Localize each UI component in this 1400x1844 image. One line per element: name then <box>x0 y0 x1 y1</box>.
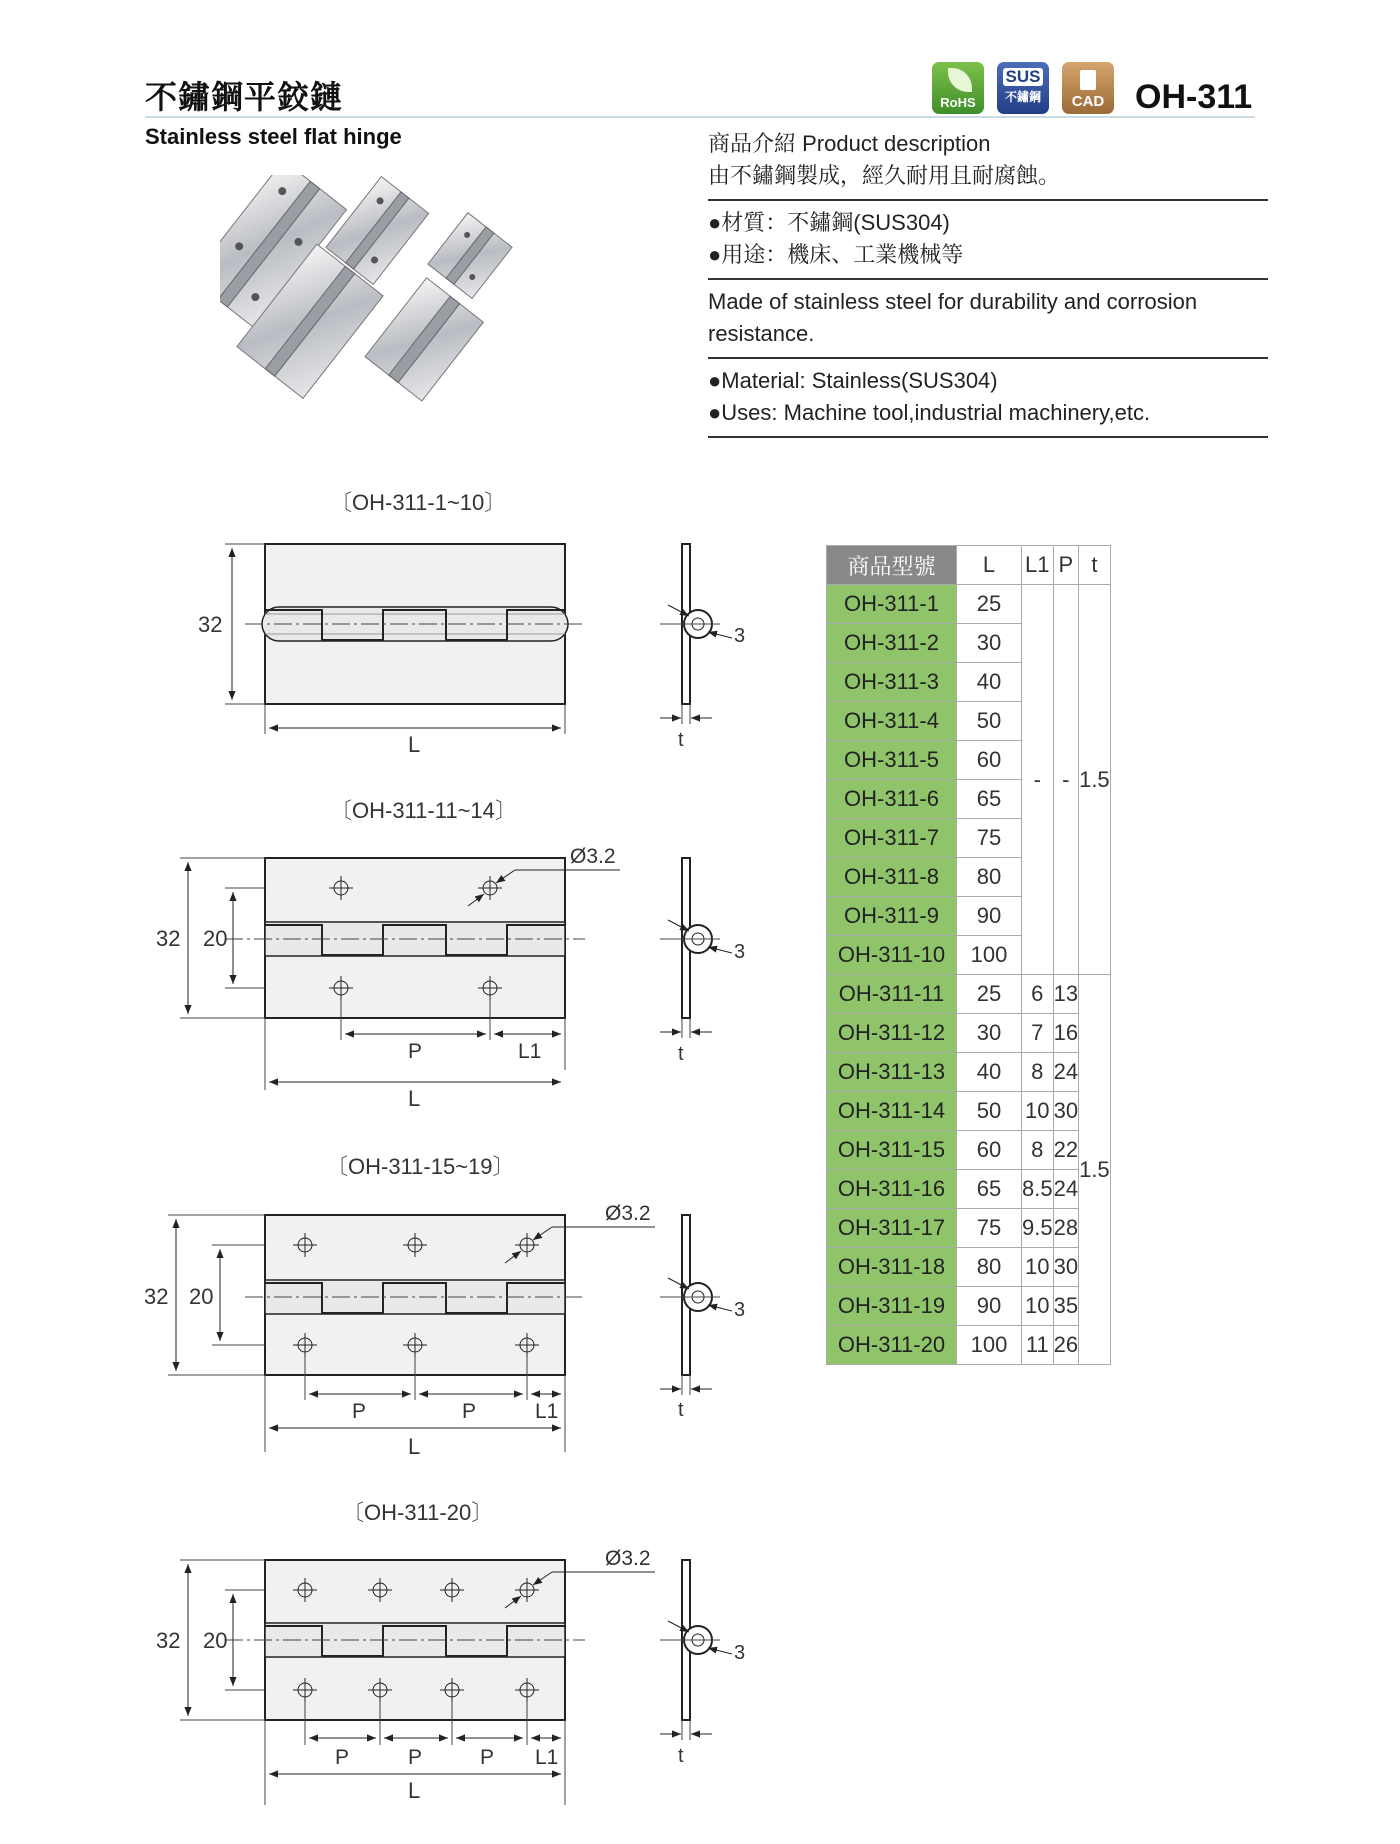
dim-hole-spacing: 20 <box>189 1284 214 1309</box>
cell-P: 30 <box>1053 1092 1078 1131</box>
cell-L: 75 <box>957 1209 1022 1248</box>
dim-hole-diameter: Ø3.2 <box>570 845 616 868</box>
description-en-specs <box>708 359 1268 438</box>
table-row <box>827 1053 1111 1092</box>
dim-length: L <box>408 732 421 757</box>
dim-thickness: t <box>678 729 684 751</box>
drawing-oh-311-15-19 <box>144 1154 745 1459</box>
dim-pitch: P <box>462 1400 477 1423</box>
dim-height: 32 <box>156 926 181 951</box>
description-zh-specs <box>708 201 1268 280</box>
table-row <box>827 1170 1111 1209</box>
cell-L: 50 <box>957 702 1022 741</box>
cell-L: 30 <box>957 1014 1022 1053</box>
cell-L: 100 <box>957 936 1022 975</box>
dim-thickness: t <box>678 1043 684 1065</box>
dim-hole-diameter: Ø3.2 <box>605 1202 651 1225</box>
dim-height: 32 <box>198 612 223 637</box>
cell-model: OH-311-10 <box>827 936 957 975</box>
cell-L1: 10 <box>1022 1248 1054 1287</box>
cell-model: OH-311-14 <box>827 1092 957 1131</box>
drawing-caption: 〔OH-311-11~14〕 <box>330 798 517 823</box>
cell-model: OH-311-8 <box>827 858 957 897</box>
dim-pitch: P <box>352 1400 367 1423</box>
side-view <box>660 544 745 751</box>
dim-hole-diameter: Ø3.2 <box>605 1547 651 1570</box>
cell-L: 30 <box>957 624 1022 663</box>
description-heading: 商品介紹 Product description <box>708 131 991 156</box>
cad-badge-icon[interactable]: CAD <box>1062 62 1114 114</box>
cell-L1: 8 <box>1022 1053 1054 1092</box>
dim-knuckle: 3 <box>734 941 746 963</box>
dim-edge: L1 <box>535 1746 559 1769</box>
cell-model: OH-311-11 <box>827 975 957 1014</box>
cell-L: 25 <box>957 975 1022 1014</box>
header-P: P <box>1053 546 1078 585</box>
technical-drawings <box>0 470 800 1844</box>
dim-knuckle: 3 <box>734 1299 746 1321</box>
cell-P: - <box>1053 585 1078 975</box>
dim-edge: L1 <box>518 1040 542 1063</box>
cell-L: 25 <box>957 585 1022 624</box>
side-view <box>660 858 745 1065</box>
cell-P: 28 <box>1053 1209 1078 1248</box>
hinge-small <box>428 213 512 299</box>
drawing-oh-311-20 <box>156 1500 745 1805</box>
cell-L: 60 <box>957 741 1022 780</box>
sus-badge-icon: SUS 不鏽鋼 <box>997 62 1049 114</box>
cell-model: OH-311-3 <box>827 663 957 702</box>
cell-L: 90 <box>957 1287 1022 1326</box>
drawing-caption: 〔OH-311-15~19〕 <box>326 1154 515 1179</box>
cell-L1: 7 <box>1022 1014 1054 1053</box>
cell-model: OH-311-20 <box>827 1326 957 1365</box>
cell-L: 60 <box>957 1131 1022 1170</box>
dim-length: L <box>408 1086 421 1111</box>
cell-model: OH-311-19 <box>827 1287 957 1326</box>
cell-P: 16 <box>1053 1014 1078 1053</box>
cell-L: 40 <box>957 1053 1022 1092</box>
cell-model: OH-311-17 <box>827 1209 957 1248</box>
header-t: t <box>1079 546 1111 585</box>
dim-pitch: P <box>408 1746 423 1769</box>
cell-L: 80 <box>957 858 1022 897</box>
dim-height: 32 <box>156 1628 181 1653</box>
description-zh-intro <box>708 128 1268 201</box>
cell-L1: 9.5 <box>1022 1209 1054 1248</box>
drawing-caption: 〔OH-311-20〕 <box>342 1500 494 1525</box>
leaf-icon <box>948 68 972 92</box>
cell-model: OH-311-13 <box>827 1053 957 1092</box>
cell-L1: 10 <box>1022 1092 1054 1131</box>
cell-L: 65 <box>957 780 1022 819</box>
uses-en: ●Uses: Machine tool,industrial machinery,etc. <box>708 400 1151 425</box>
cell-P: 35 <box>1053 1287 1078 1326</box>
description-en-intro <box>708 280 1268 359</box>
title-divider <box>145 116 1255 118</box>
cell-model: OH-311-18 <box>827 1248 957 1287</box>
header-L: L <box>957 546 1022 585</box>
material-zh: ●材質：不鏽鋼(SUS304) <box>708 210 950 235</box>
drawing-oh-311-11-14 <box>156 798 745 1111</box>
cell-model: OH-311-1 <box>827 585 957 624</box>
dim-length: L <box>408 1434 421 1459</box>
intro-en: Made of stainless steel for durability and corrosion resistance. <box>708 289 1198 346</box>
cell-model: OH-311-15 <box>827 1131 957 1170</box>
dim-knuckle: 3 <box>734 1642 746 1664</box>
cell-model: OH-311-5 <box>827 741 957 780</box>
table-row <box>827 1326 1111 1365</box>
dim-thickness: t <box>678 1745 684 1767</box>
cell-P: 13 <box>1053 975 1078 1014</box>
spec-table <box>826 545 1111 1365</box>
cell-t: 1.5 <box>1079 585 1111 975</box>
dim-knuckle: 3 <box>734 625 746 647</box>
page-title: 不鏽鋼平鉸鏈 <box>145 78 344 116</box>
document-icon <box>1080 70 1096 90</box>
dim-pitch: P <box>335 1746 350 1769</box>
cell-model: OH-311-12 <box>827 1014 957 1053</box>
cell-P: 22 <box>1053 1131 1078 1170</box>
table-row <box>827 1248 1111 1287</box>
cell-L1: 8.5 <box>1022 1170 1054 1209</box>
side-view <box>660 1560 745 1767</box>
cell-L1: - <box>1022 585 1054 975</box>
uses-zh: ●用途：機床、工業機械等 <box>708 242 964 267</box>
cell-P: 24 <box>1053 1170 1078 1209</box>
cell-model: OH-311-2 <box>827 624 957 663</box>
cell-P: 24 <box>1053 1053 1078 1092</box>
table-header-row <box>827 546 1111 585</box>
table-row <box>827 1287 1111 1326</box>
cell-L: 80 <box>957 1248 1022 1287</box>
cell-L1: 8 <box>1022 1131 1054 1170</box>
dim-edge: L1 <box>535 1400 559 1423</box>
cell-L: 100 <box>957 1326 1022 1365</box>
dim-hole-spacing: 20 <box>203 1628 228 1653</box>
cell-L: 40 <box>957 663 1022 702</box>
cell-L: 50 <box>957 1092 1022 1131</box>
cell-L1: 6 <box>1022 975 1054 1014</box>
cell-L1: 11 <box>1022 1326 1054 1365</box>
cell-model: OH-311-16 <box>827 1170 957 1209</box>
table-row <box>827 585 1111 624</box>
cell-L: 65 <box>957 1170 1022 1209</box>
header-L1: L1 <box>1022 546 1054 585</box>
side-view <box>660 1215 745 1421</box>
header-model: 商品型號 <box>827 546 957 585</box>
dim-pitch: P <box>408 1040 423 1063</box>
table-row <box>827 1014 1111 1053</box>
table-row <box>827 975 1111 1014</box>
material-en: ●Material: Stainless(SUS304) <box>708 368 998 393</box>
model-code: OH-311 <box>1135 78 1253 116</box>
drawing-caption: 〔OH-311-1~10〕 <box>330 490 507 515</box>
table-row <box>827 1209 1111 1248</box>
cell-P: 30 <box>1053 1248 1078 1287</box>
cell-L1: 10 <box>1022 1287 1054 1326</box>
cell-model: OH-311-7 <box>827 819 957 858</box>
spec-table-container <box>826 545 1111 1365</box>
page-subtitle: Stainless steel flat hinge <box>145 124 402 149</box>
rohs-badge-icon: RoHS <box>932 62 984 114</box>
cell-t: 1.5 <box>1079 975 1111 1365</box>
cell-L: 75 <box>957 819 1022 858</box>
table-row <box>827 1092 1111 1131</box>
product-description <box>708 128 1268 438</box>
cell-P: 26 <box>1053 1326 1078 1365</box>
dim-hole-spacing: 20 <box>203 926 228 951</box>
dim-thickness: t <box>678 1399 684 1421</box>
product-photo <box>220 175 570 415</box>
drawing-oh-311-1-10 <box>198 490 745 757</box>
dim-height: 32 <box>144 1284 169 1309</box>
dim-length: L <box>408 1778 421 1803</box>
cell-model: OH-311-4 <box>827 702 957 741</box>
dim-pitch: P <box>480 1746 495 1769</box>
table-row <box>827 1131 1111 1170</box>
cell-L: 90 <box>957 897 1022 936</box>
cell-model: OH-311-6 <box>827 780 957 819</box>
intro-zh: 由不鏽鋼製成，經久耐用且耐腐蝕。 <box>708 163 1061 188</box>
cell-model: OH-311-9 <box>827 897 957 936</box>
